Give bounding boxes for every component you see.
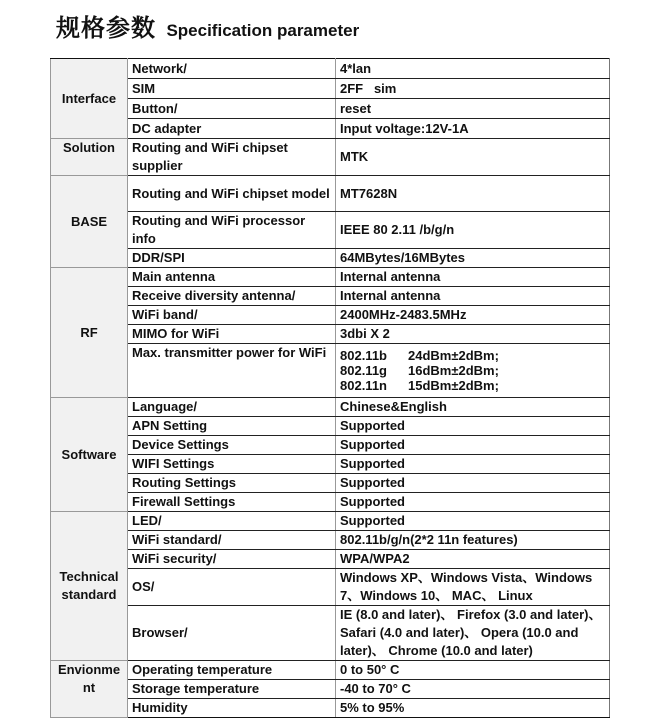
spec-name: Operating temperature [128,661,336,680]
spec-value: Chinese&English [336,398,610,417]
spec-name: DDR/SPI [128,249,336,268]
spec-value: Supported [336,493,610,512]
spec-name: WiFi standard/ [128,531,336,550]
category-environment: Envionment [51,661,128,718]
spec-value: IE (8.0 and later)、 Firefox (3.0 and later)、 Safari (4.0 and later)、 Opera (10.0 and later)、 Chrome (10.0 and later) [336,606,610,661]
table-row [51,417,610,436]
category-rf: RF [51,268,128,398]
spec-value: Supported [336,436,610,455]
spec-value-text: 2FF sim [340,80,397,96]
spec-value: Supported [336,455,610,474]
table-row [51,680,610,699]
spec-value: 4*lan [336,59,610,79]
spec-name: Routing and WiFi chipset model [128,176,336,212]
table-row [51,306,610,325]
table-row [51,512,610,531]
spec-name: WIFI Settings [128,455,336,474]
page-title [56,8,359,43]
table-row [51,569,610,606]
spec-value: 2400MHz-2483.5MHz [336,306,610,325]
spec-name: LED/ [128,512,336,531]
specification-table [50,58,610,718]
spec-name: WiFi band/ [128,306,336,325]
wifi-standard: 802.11g [340,363,387,378]
spec-name: Button/ [128,99,336,119]
spec-name: Max. transmitter power for WiFi [128,344,336,398]
spec-name: Storage temperature [128,680,336,699]
table-row [51,139,610,176]
wifi-standard: 802.11n [340,378,387,393]
spec-name: Receive diversity antenna/ [128,287,336,306]
spec-value: Windows XP、Windows Vista、Windows 7、Windows 10、 MAC、 Linux [336,569,610,606]
table-row [51,79,610,99]
category-software: Software [51,398,128,512]
spec-value: reset [336,99,610,119]
category-technical-standard: Technical standard [51,512,128,661]
table-row [51,176,610,212]
power-line [340,363,605,378]
category-base: BASE [51,176,128,268]
spec-value: Internal antenna [336,287,610,306]
category-interface: Interface [51,59,128,139]
spec-value: 5% to 95% [336,699,610,718]
spec-value: 3dbi X 2 [336,325,610,344]
spec-value [336,79,610,99]
table-row [51,249,610,268]
power-line [340,348,605,363]
spec-name: Main antenna [128,268,336,287]
spec-value: Supported [336,512,610,531]
spec-value: Supported [336,474,610,493]
tx-power: 15dBm±2dBm; [408,378,499,393]
table-row [51,531,610,550]
table-row [51,344,610,398]
spec-name: Network/ [128,59,336,79]
spec-name: Browser/ [128,606,336,661]
title-english: Specification parameter [166,21,360,40]
table-row [51,493,610,512]
spec-value: MT7628N [336,176,610,212]
table-row [51,436,610,455]
table-row [51,59,610,79]
spec-value: 0 to 50° C [336,661,610,680]
category-solution: Solution [51,139,128,176]
spec-name: Humidity [128,699,336,718]
spec-name: Firewall Settings [128,493,336,512]
spec-value: Input voltage:12V-1A [336,119,610,139]
spec-value: 64MBytes/16MBytes [336,249,610,268]
table-row [51,287,610,306]
power-line [340,378,605,393]
spec-value: Internal antenna [336,268,610,287]
table-row [51,661,610,680]
spec-name: Routing and WiFi chipset supplier [128,139,336,176]
spec-name: OS/ [128,569,336,606]
spec-name: MIMO for WiFi [128,325,336,344]
spec-value: Supported [336,417,610,436]
tx-power: 16dBm±2dBm; [408,363,499,378]
wifi-standard: 802.11b [340,348,387,363]
table-row [51,268,610,287]
spec-value: IEEE 80 2.11 /b/g/n [336,212,610,249]
spec-name: Device Settings [128,436,336,455]
spec-value: WPA/WPA2 [336,550,610,569]
title-chinese: 规格参数 [56,14,156,42]
spec-name: SIM [128,79,336,99]
spec-value: MTK [336,139,610,176]
spec-name: Language/ [128,398,336,417]
table-row [51,119,610,139]
spec-name: DC adapter [128,119,336,139]
spec-name: WiFi security/ [128,550,336,569]
table-row [51,455,610,474]
spec-value: 802.11b/g/n(2*2 11n features) [336,531,610,550]
table-row [51,99,610,119]
table-row [51,550,610,569]
spec-value: -40 to 70° C [336,680,610,699]
spec-name: Routing Settings [128,474,336,493]
spec-name: APN Setting [128,417,336,436]
table-row [51,398,610,417]
table-row [51,325,610,344]
spec-name: Routing and WiFi processor info [128,212,336,249]
spec-value [336,344,610,398]
table-row [51,606,610,661]
tx-power: 24dBm±2dBm; [408,348,499,363]
table-row [51,212,610,249]
table-row [51,474,610,493]
